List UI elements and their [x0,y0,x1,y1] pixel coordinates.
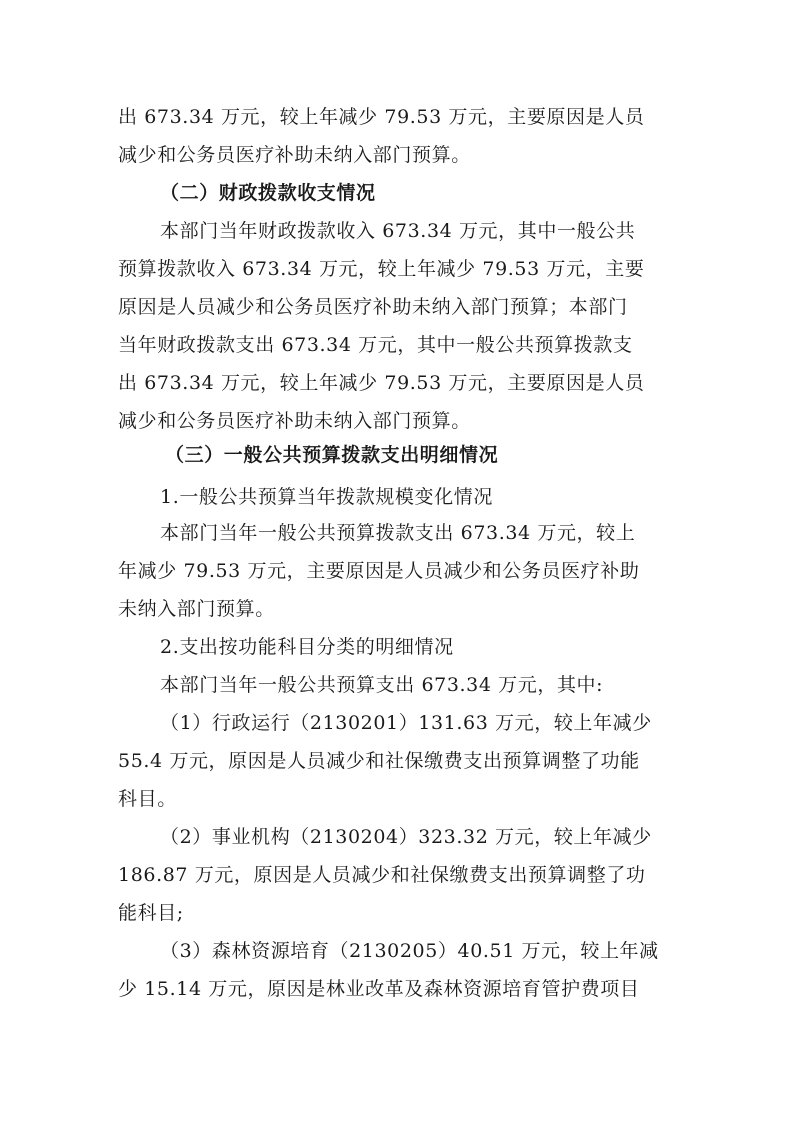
text-line: 出 673.34 万元，较上年减少 79.53 万元，主要原因是人员 [118,106,645,128]
text-line: 出 673.34 万元，较上年减少 79.53 万元，主要原因是人员 [118,372,645,394]
text-line: 未纳入部门预算。 [118,598,275,620]
subsection-heading: 1.一般公共预算当年拨款规模变化情况 [160,486,493,508]
text-line: （3）森林资源培育（2130205）40.51 万元，较上年减 [160,940,659,962]
text-line: 预算拨款收入 673.34 万元，较上年减少 79.53 万元，主要 [118,258,645,280]
text-line: 年减少 79.53 万元，主要原因是人员减少和公务员医疗补助 [118,560,640,582]
subsection-heading: 2.支出按功能科目分类的明细情况 [160,636,454,658]
text-line: 55.4 万元，原因是人员减少和社保缴费支出预算调整了功能 [118,750,640,772]
text-line: 减少和公务员医疗补助未纳入部门预算。 [118,144,471,166]
section-heading: （三）一般公共预算拨款支出明细情况 [165,444,499,466]
text-line: 本部门当年财政拨款收入 673.34 万元，其中一般公共 [160,220,636,242]
text-line: 本部门当年一般公共预算拨款支出 673.34 万元，较上 [160,522,636,544]
text-line: 少 15.14 万元，原因是林业改革及森林资源培育管护费项目 [118,978,640,1000]
text-line: 能科目; [118,902,184,924]
section-heading: （二）财政拨款收支情况 [160,182,376,204]
text-line: （1）行政运行（2130201）131.63 万元，较上年减少 [160,712,652,734]
text-line: 科目。 [118,788,177,810]
text-line: 186.87 万元，原因是人员减少和社保缴费支出预算调整了功 [118,864,646,886]
text-line: 原因是人员减少和公务员医疗补助未纳入部门预算；本部门 [118,296,628,318]
text-line: 当年财政拨款支出 673.34 万元，其中一般公共预算拨款支 [118,334,633,356]
text-line: 本部门当年一般公共预算支出 673.34 万元，其中: [160,674,604,696]
text-line: （2）事业机构（2130204）323.32 万元，较上年减少 [160,826,652,848]
text-line: 减少和公务员医疗补助未纳入部门预算。 [118,410,471,432]
